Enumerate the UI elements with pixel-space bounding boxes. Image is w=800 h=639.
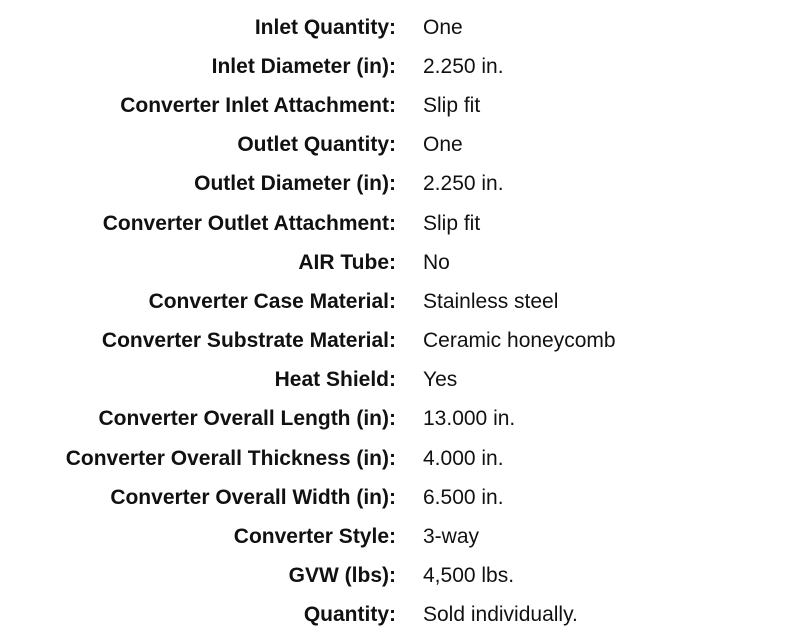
spec-row-converter-style (0, 517, 800, 556)
spec-value: No (423, 250, 450, 274)
spec-value: One (423, 15, 463, 39)
spec-label: Converter Substrate Material: (101, 329, 396, 353)
spec-row-inlet-quantity (0, 8, 800, 47)
spec-value: One (423, 133, 463, 157)
spec-value: 4.000 in. (423, 446, 504, 470)
spec-value: Slip fit (423, 211, 481, 235)
spec-label: Inlet Diameter (in): (211, 54, 396, 78)
spec-row-heat-shield (0, 361, 800, 400)
spec-label: GVW (lbs): (288, 564, 396, 588)
spec-label: Converter Outlet Attachment: (102, 211, 396, 235)
spec-value: 2.250 in. (423, 172, 504, 196)
spec-row-quantity (0, 596, 800, 635)
spec-label: AIR Tube: (298, 250, 396, 274)
spec-value: Ceramic honeycomb (423, 329, 616, 353)
spec-label: Converter Overall Thickness (in): (65, 446, 396, 470)
spec-label: Converter Inlet Attachment: (120, 93, 396, 117)
spec-value: 4,500 lbs. (423, 564, 515, 588)
spec-row-converter-substrate-material (0, 322, 800, 361)
spec-label: Quantity: (303, 603, 396, 627)
spec-label: Outlet Quantity: (237, 133, 396, 157)
spec-value: 13.000 in. (423, 407, 516, 431)
spec-row-converter-case-material (0, 282, 800, 321)
spec-label: Heat Shield: (274, 368, 396, 392)
spec-label: Converter Overall Length (in): (98, 407, 396, 431)
product-spec-table (0, 8, 800, 635)
spec-value: Stainless steel (423, 289, 559, 313)
spec-label: Converter Style: (233, 525, 396, 549)
spec-row-air-tube (0, 243, 800, 282)
spec-value: 6.500 in. (423, 485, 504, 509)
spec-value: Sold individually. (423, 603, 578, 627)
spec-value: Yes (423, 368, 458, 392)
spec-value: 2.250 in. (423, 54, 504, 78)
spec-label: Outlet Diameter (in): (194, 172, 396, 196)
spec-row-inlet-diameter (0, 47, 800, 86)
spec-row-outlet-quantity (0, 126, 800, 165)
spec-label: Inlet Quantity: (254, 15, 396, 39)
spec-label: Converter Overall Width (in): (110, 485, 396, 509)
spec-row-converter-overall-length (0, 400, 800, 439)
spec-row-converter-outlet-attachment (0, 204, 800, 243)
spec-row-outlet-diameter (0, 165, 800, 204)
spec-row-converter-overall-width (0, 478, 800, 517)
spec-row-gvw (0, 557, 800, 596)
spec-label: Converter Case Material: (148, 289, 396, 313)
spec-value: Slip fit (423, 93, 481, 117)
spec-row-converter-overall-thickness (0, 439, 800, 478)
spec-value: 3-way (423, 525, 480, 549)
spec-row-converter-inlet-attachment (0, 86, 800, 125)
